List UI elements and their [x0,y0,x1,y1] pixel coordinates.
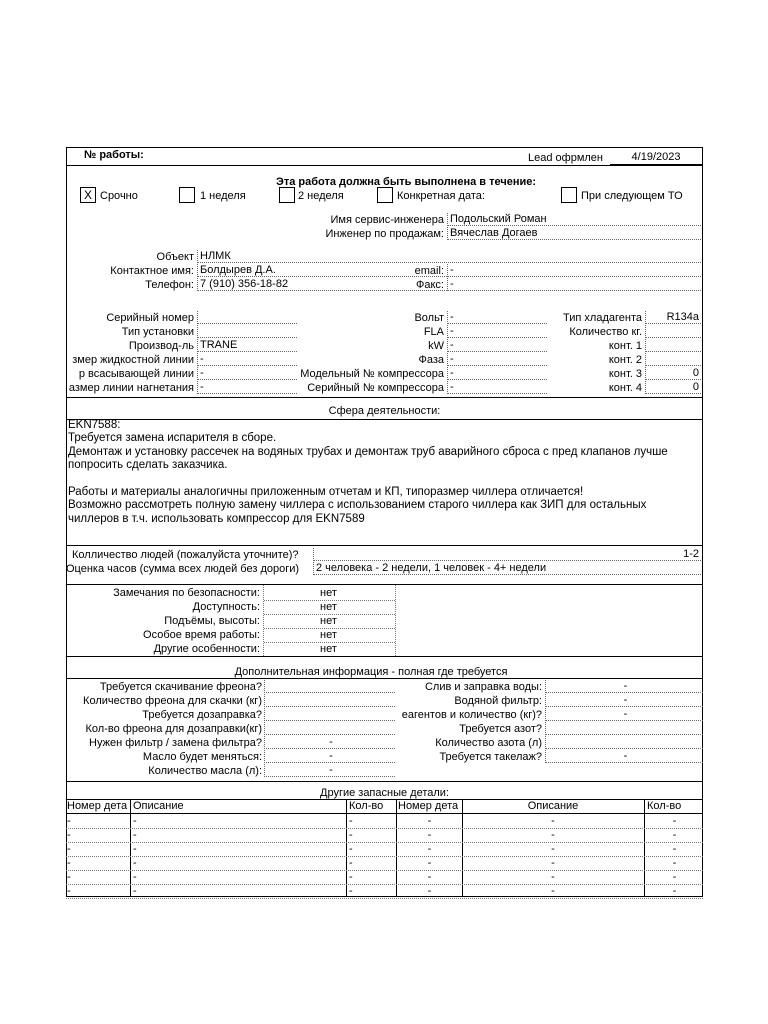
parts-cell-qty[interactable]: - [349,885,353,897]
object-field[interactable]: НЛМК [197,250,701,263]
unit-type-field[interactable] [197,325,297,338]
refrigerant-recovery-label: Требуется скачивание фреона? [99,681,262,693]
parts-cell-description-2[interactable]: - [551,843,555,855]
water-filter-label: Водяной фильтр: [454,695,542,707]
urgency-label-2-week: 2 неделя [298,190,344,202]
reagents-field[interactable]: - [545,708,703,721]
kw-label: kW [428,340,444,352]
suction-line-label: р всасывающей линии [78,368,194,380]
divider [66,781,703,782]
urgency-checkbox-urgent[interactable]: X [80,187,96,203]
volt-label: Вольт [414,312,444,324]
unit-type-label: Тип установки [121,326,194,338]
nitrogen-field[interactable] [545,722,703,735]
lead-label: Lead офрмлен [528,152,603,164]
contact-field[interactable]: Болдырев Д.А. [197,264,447,277]
urgency-label-next-service: При следующем ТО [581,190,683,202]
sales-engineer-field[interactable]: Вячеслав Догаев [447,227,701,240]
compressor-serial-label: Серийный № компрессора [307,382,444,394]
parts-cell-description[interactable]: - [133,829,137,841]
divider [66,165,703,166]
divider [66,397,703,398]
parts-cell-part-no[interactable]: - [67,857,71,869]
scope-line: EKN7588: [68,419,121,431]
circuit-1-label: конт. 1 [608,340,642,352]
urgency-checkbox-2-week[interactable] [279,187,295,203]
circuit-1-field[interactable] [645,339,701,352]
filter-label: Нужен фильтр / замена фильтра? [89,737,262,749]
scope-line: Требуется замена испарителя в сборе. [68,432,277,445]
recharge-label: Требуется дозаправка? [142,709,262,721]
parts-cell-part-no-2[interactable]: - [427,885,432,897]
parts-cell-description[interactable]: - [133,815,137,827]
urgency-label-urgent: Срочно [100,190,138,202]
recharge-amount-field[interactable] [264,722,395,735]
lifting-value[interactable]: нет [320,615,337,627]
urgency-label-specific-date: Конкретная дата: [397,190,485,202]
divider [395,585,396,656]
nitrogen-amount-field[interactable] [545,736,703,749]
compressor-model-field[interactable]: - [447,367,547,380]
parts-cell-qty[interactable]: - [349,829,353,841]
parts-cell-qty-2[interactable]: - [672,871,677,883]
refrigerant-qty-label: Количество кг. [569,326,642,338]
scope-line: попросить сделать заказчика. [68,459,228,472]
parts-header-description-2: Описание [527,800,579,812]
parts-cell-description-2[interactable]: - [551,829,555,841]
special-time-label: Особое время работы: [143,629,260,641]
compressor-model-label: Модельный № компрессора [300,368,444,380]
kw-field[interactable]: - [447,339,547,352]
parts-cell-qty-2[interactable]: - [672,885,677,897]
circuit-2-label: конт. 2 [608,354,642,366]
nitrogen-amount-label: Количество азота (л) [435,737,542,749]
water-filter-field[interactable]: - [545,694,703,707]
parts-header-part-no-2: Номер дета [398,800,459,812]
scope-line: Возможно рассмотреть полную замену чиллера с использованием старого чиллера как ЗИП для остальных [68,499,647,512]
parts-cell-qty-2[interactable]: - [672,843,677,855]
parts-cell-part-no-2[interactable]: - [427,829,432,841]
other-features-value[interactable]: нет [320,643,337,655]
scope-title: Сфера деятельности: [328,405,441,417]
parts-cell-part-no-2[interactable]: - [427,857,432,869]
parts-cell-part-no-2[interactable]: - [427,843,432,855]
hours-label: Оценка часов (сумма всех людей без дороги) [66,563,300,575]
parts-cell-qty-2[interactable]: - [672,815,677,827]
parts-cell-part-no[interactable]: - [67,843,71,855]
urgency-label-1-week: 1 неделя [200,190,246,202]
manufacturer-label: Производ-ль [128,340,194,352]
phone-label: Телефон: [145,279,194,291]
access-value[interactable]: нет [320,601,337,613]
parts-cell-description[interactable]: - [133,857,137,869]
phase-label: Фаза [418,354,444,366]
discharge-line-label: азмер линии нагнетания [68,382,194,394]
parts-cell-description[interactable]: - [133,843,137,855]
scope-line [68,473,700,486]
parts-cell-qty[interactable]: - [349,843,353,855]
people-label: Колличество людей (пожалуйста уточните)? [72,549,299,561]
urgency-checkbox-next-service[interactable] [561,187,577,203]
contact-label: Контактное имя: [110,265,194,277]
scope-line: Демонтаж и установку рассечек на водяных трубах и демонтаж труб аварийного сброса с пред клапанов лучше [68,445,668,458]
people-field[interactable]: 1-2 [313,548,701,561]
fla-field[interactable]: - [447,325,547,338]
deadline-title: Эта работа должна быть выполнена в течение: [276,176,537,188]
serial-field[interactable] [197,311,297,324]
parts-cell-qty[interactable]: - [349,815,353,827]
parts-cell-description-2[interactable]: - [551,885,555,897]
urgency-checkbox-specific-date[interactable] [377,187,393,203]
phone-field[interactable]: 7 (910) 356-18-82 [197,278,447,291]
refrigerant-type-field[interactable]: R134a [645,311,701,324]
parts-cell-description[interactable]: - [133,871,137,883]
special-time-value[interactable]: нет [320,629,337,641]
recovery-amount-label: Количество фреона для скачки (кг) [83,695,262,707]
fax-label: Факс: [416,279,444,291]
oil-amount-field[interactable]: - [264,764,395,777]
circuit-3-field[interactable]: 0 [645,367,701,380]
parts-header-description: Описание [133,800,184,812]
recharge-amount-label: Кол-во фреона для дозаправки(кг) [85,723,262,735]
parts-cell-part-no-2[interactable]: - [427,871,432,883]
suction-line-field[interactable]: - [197,367,297,380]
phase-field[interactable]: - [447,353,547,366]
lead-date[interactable]: 4/19/2023 [610,151,702,165]
parts-title: Другие запасные детали: [320,787,449,799]
parts-cell-part-no-2[interactable]: - [427,815,432,827]
nitrogen-label: Требуется азот? [459,723,542,735]
water-drain-field[interactable]: - [545,680,703,693]
parts-cell-qty-2[interactable]: - [672,857,677,869]
parts-header-part-no: Номер дета [67,800,128,812]
circuit-4-field[interactable]: 0 [645,381,701,394]
divider [66,898,703,899]
divider [66,678,703,679]
service-engineer-label: Имя сервис-инженера [330,214,444,226]
parts-cell-description-2[interactable]: - [551,857,555,869]
parts-cell-description[interactable]: - [133,885,137,897]
circuit-3-label: конт. 3 [608,368,642,380]
additional-title: Дополнительная информация - полная где требуется [234,666,508,678]
oil-amount-label: Количество масла (л): [148,765,262,777]
rigging-label: Требуется такелаж? [439,751,542,763]
parts-cell-qty[interactable]: - [349,857,353,869]
divider [66,584,703,585]
refrigerant-type-label: Тип хладагента [563,312,642,324]
fax-field[interactable]: - [447,278,701,291]
email-field[interactable]: - [447,264,701,277]
parts-cell-part-no[interactable]: - [67,829,71,841]
water-drain-label: Слив и заправка воды: [424,681,542,693]
fla-label: FLA [423,326,444,338]
oil-change-field[interactable]: - [264,750,395,763]
divider [66,545,703,546]
sales-engineer-label: Инженер по продажам: [325,228,444,240]
refrigerant-qty-field[interactable] [645,325,701,338]
safety-value[interactable]: нет [320,587,337,599]
circuit-4-label: конт. 4 [608,382,642,394]
email-label: email: [414,265,444,277]
hours-field[interactable]: 2 человека - 2 недели, 1 человек - 4+ недели [313,562,701,575]
parts-cell-part-no[interactable]: - [67,885,71,897]
divider [66,656,703,657]
access-label: Доступность: [192,601,260,613]
refrigerant-recovery-field[interactable] [264,680,395,693]
service-engineer-field[interactable]: Подольский Роман [447,213,701,226]
recovery-amount-field[interactable] [264,694,395,707]
manufacturer-field[interactable]: TRANE [197,339,297,352]
lifting-label: Подъёмы, высоты: [164,615,260,627]
scope-line: Работы и материалы аналогичны приложенным отчетам и КП, типоразмер чиллера отличается! [68,485,584,498]
serial-label: Серийный номер [106,312,194,324]
parts-cell-qty-2[interactable]: - [672,829,677,841]
circuit-2-field[interactable] [645,353,701,366]
urgency-checkbox-1-week[interactable] [179,187,195,203]
parts-cell-description-2[interactable]: - [551,871,555,883]
divider [263,585,264,656]
safety-label: Замечания по безопасности: [113,587,260,599]
rigging-field[interactable]: - [545,750,703,763]
liquid-line-label: змер жидкостной линии [72,354,194,366]
parts-header-qty-2: Кол-во [647,800,682,812]
other-features-label: Другие особенности: [153,643,260,655]
scope-line: чиллеров в т.ч. использовать компрессор для EKN7589 [68,512,365,525]
divider [66,813,703,814]
filter-field[interactable]: - [264,736,395,749]
parts-cell-part-no[interactable]: - [67,871,71,883]
recharge-field[interactable] [264,708,395,721]
job-number-label: № работы: [84,149,144,161]
parts-header-qty: Кол-во [349,800,384,812]
scope-text[interactable] [68,419,700,526]
parts-cell-part-no[interactable]: - [67,815,71,827]
compressor-serial-field[interactable]: - [447,381,547,394]
object-label: Объект [156,251,194,263]
volt-field[interactable]: - [447,311,547,324]
parts-cell-description-2[interactable]: - [551,815,555,827]
liquid-line-field[interactable]: - [197,353,297,366]
discharge-line-field[interactable]: - [197,381,297,394]
reagents-label: еагентов и количество (кг)? [401,709,542,721]
oil-change-label: Масло будет меняться: [142,751,262,763]
parts-cell-qty[interactable]: - [349,871,353,883]
